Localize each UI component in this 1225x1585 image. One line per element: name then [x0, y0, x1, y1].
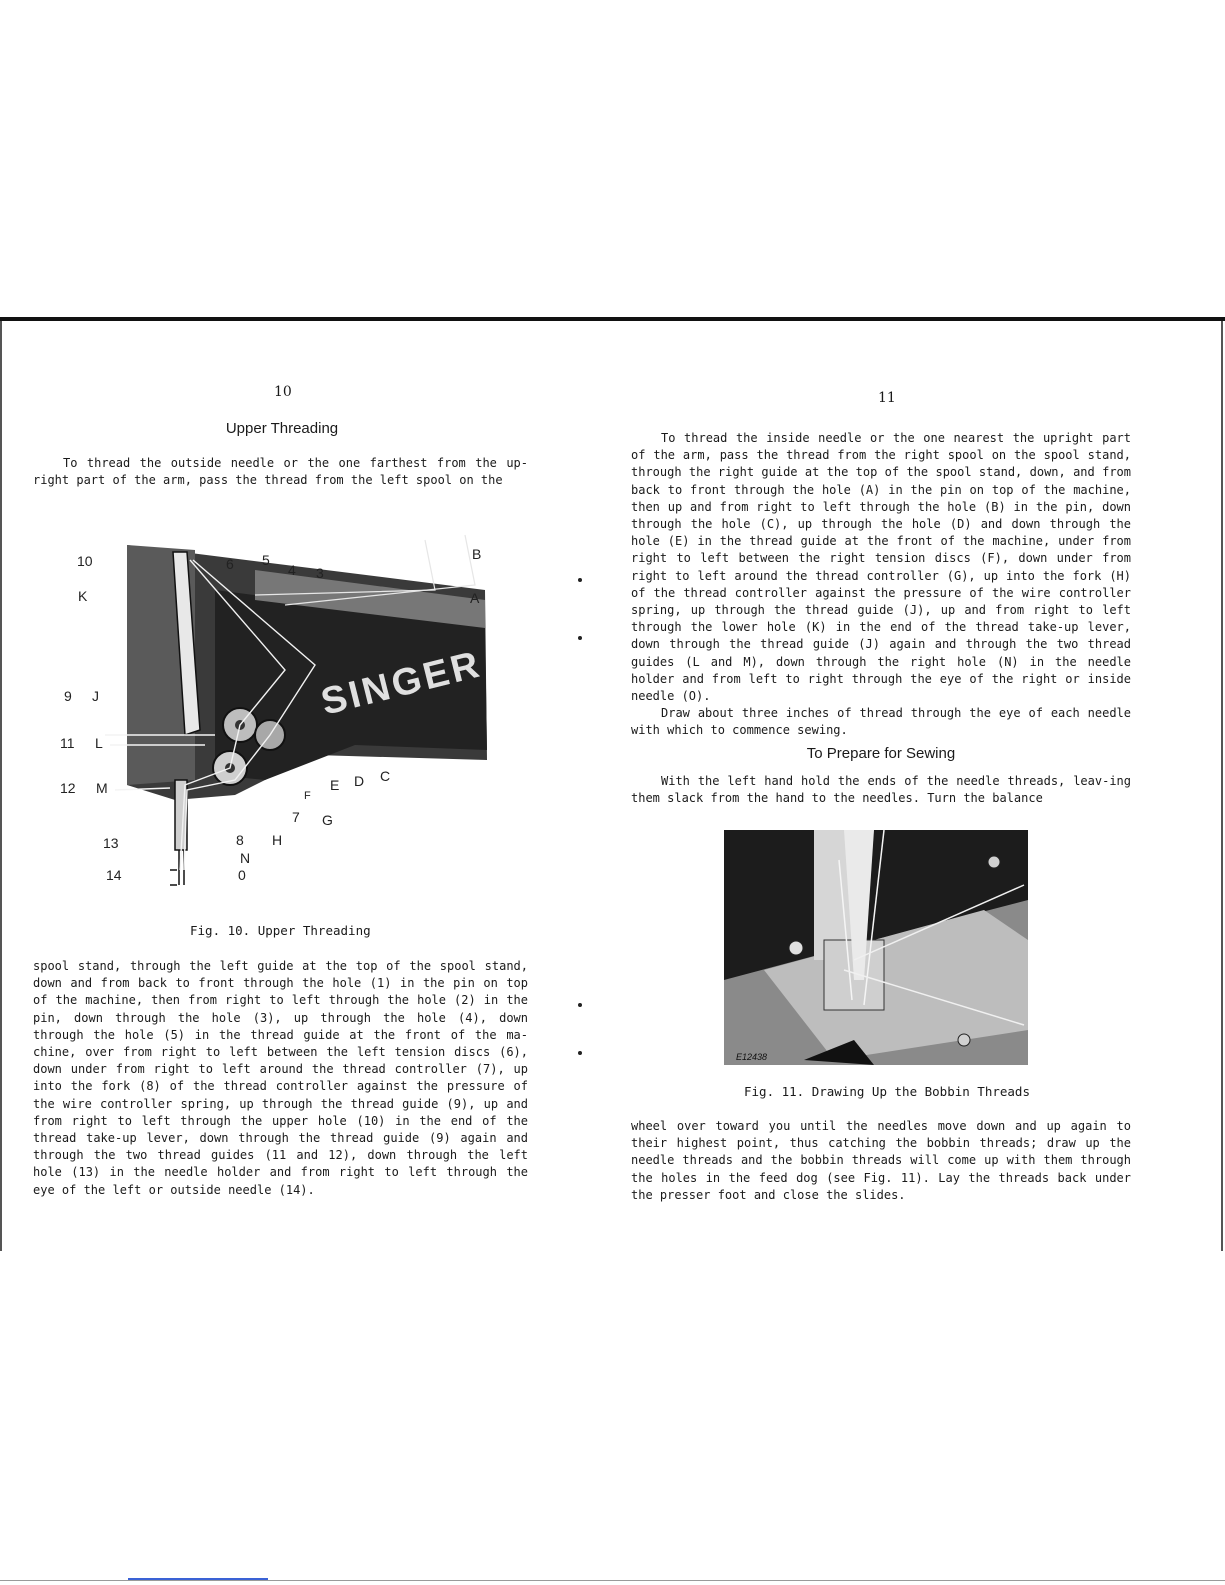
- photo-code: E12438: [736, 1052, 768, 1062]
- page-left-border: [0, 321, 2, 1251]
- label-b: B: [472, 546, 482, 562]
- page-number-left: 10: [274, 384, 292, 400]
- label-5: 5: [262, 552, 270, 568]
- label-f: F: [304, 790, 311, 802]
- page-number-right: 11: [878, 390, 896, 406]
- gutter-mark: [578, 578, 582, 582]
- figure-11-caption: Fig. 11. Drawing Up the Bobbin Threads: [744, 1084, 1030, 1099]
- label-14: 14: [106, 867, 122, 883]
- section-title-upper-threading: Upper Threading: [225, 420, 339, 437]
- inside-needle-paragraph: To thread the inside needle or the one nearest the upright part of the arm, pass the thread from the right spool on the spool stand, through the right guide at the top of the spool stand, down, and from back to front through the hole (A) in the pin on top of the machine, then up and from right to left through the hole (B) in the pin, down through the hole (C), up through the hole (D) and down through the hole (E) in the thread guide at the front of the machine, under from right to left between the right tension discs (F), down under from right to left around the thread controller (G), up into the fork (H) of the thread controller against the pressure of the wire controller spring, up through the thread guide (J), up and from right to left through the lower hole (K) in the end of the thread take-up lever, down through the thread guide (J) again and through the two thread guides (L and M), down through the right hole (N) in the needle holder and from left to right through the eye of the right or inside needle (O).: [631, 431, 1131, 704]
- brand-logo-singer: SINGER: [317, 643, 487, 724]
- label-d: D: [354, 773, 365, 789]
- label-6: 6: [226, 556, 234, 572]
- draw-thread-paragraph: Draw about three inches of thread through the eye of each needle with which to commence sewing.: [631, 706, 1131, 738]
- page-right-border: [1221, 321, 1223, 1251]
- label-h: H: [272, 832, 283, 848]
- upper-threading-diagram: [55, 530, 495, 910]
- bottom-link-underline[interactable]: [128, 1578, 268, 1580]
- balance-wheel-paragraph: wheel over toward you until the needles move down and up again to their highest point, thus catching the bobbin threads; draw up the needle threads and the bobbin threads will come up with them through the holes in the feed dog (see Fig. 11). Lay the threads back under the presser foot and close the slides.: [631, 1119, 1131, 1202]
- label-13: 13: [103, 835, 119, 851]
- section-title-prepare-sewing: To Prepare for Sewing: [806, 745, 956, 762]
- label-n: N: [240, 850, 251, 866]
- intro-paragraph: To thread the outside needle or the one farthest from the up-right part of the arm, pass the thread from the left spool on the: [33, 456, 528, 488]
- label-9: 9: [64, 688, 72, 704]
- label-j: J: [92, 688, 99, 704]
- main-threading-paragraph: spool stand, through the left guide at the top of the spool stand, down and from back to front through the hole (1) in the pin on top of the machine, then from right to left through the hole (2) in the pin, down through the hole (3), up through the hole (4), down through the hole (5) in the thread guide at the front of the ma-chine, over from right to left between the left tension discs (6), down under from right to left around the thread controller (7), up into the fork (8) of the thread controller against the pressure of the wire controller spring, up through the thread guide (9), up and from right to left through the upper hole (10) in the end of the thread take-up lever, down through the thread guide (9) again and through the two thread guides (11 and 12), down through the left hole (13) in the needle holder and from right to left through the eye of the left or outside needle (14).: [33, 959, 528, 1197]
- gutter-mark: [578, 1003, 582, 1007]
- label-10: 10: [77, 553, 93, 569]
- label-k: K: [78, 588, 88, 604]
- label-7: 7: [292, 809, 300, 825]
- gutter-mark: [578, 1051, 582, 1055]
- label-8: 8: [236, 832, 244, 848]
- gutter-mark: [578, 636, 582, 640]
- label-g: G: [322, 812, 333, 828]
- figure-10-caption: Fig. 10. Upper Threading: [190, 923, 371, 938]
- page-top-border: [0, 317, 1225, 321]
- bobbin-threads-photo: [724, 830, 1028, 1065]
- label-12: 12: [60, 780, 76, 796]
- label-3: 3: [316, 565, 324, 581]
- label-m: M: [96, 780, 108, 796]
- label-e: E: [330, 777, 340, 793]
- label-4: 4: [288, 562, 296, 578]
- label-11: 11: [60, 735, 75, 751]
- prepare-paragraph: With the left hand hold the ends of the needle threads, leav-ing them slack from the hand to the needles. Turn the balance: [631, 774, 1131, 806]
- label-o: 0: [238, 867, 246, 883]
- machine-illustration: [105, 535, 487, 885]
- label-c: C: [380, 768, 391, 784]
- label-l: L: [95, 735, 103, 751]
- bottom-rule: [0, 1580, 1225, 1581]
- label-a: A: [470, 590, 480, 606]
